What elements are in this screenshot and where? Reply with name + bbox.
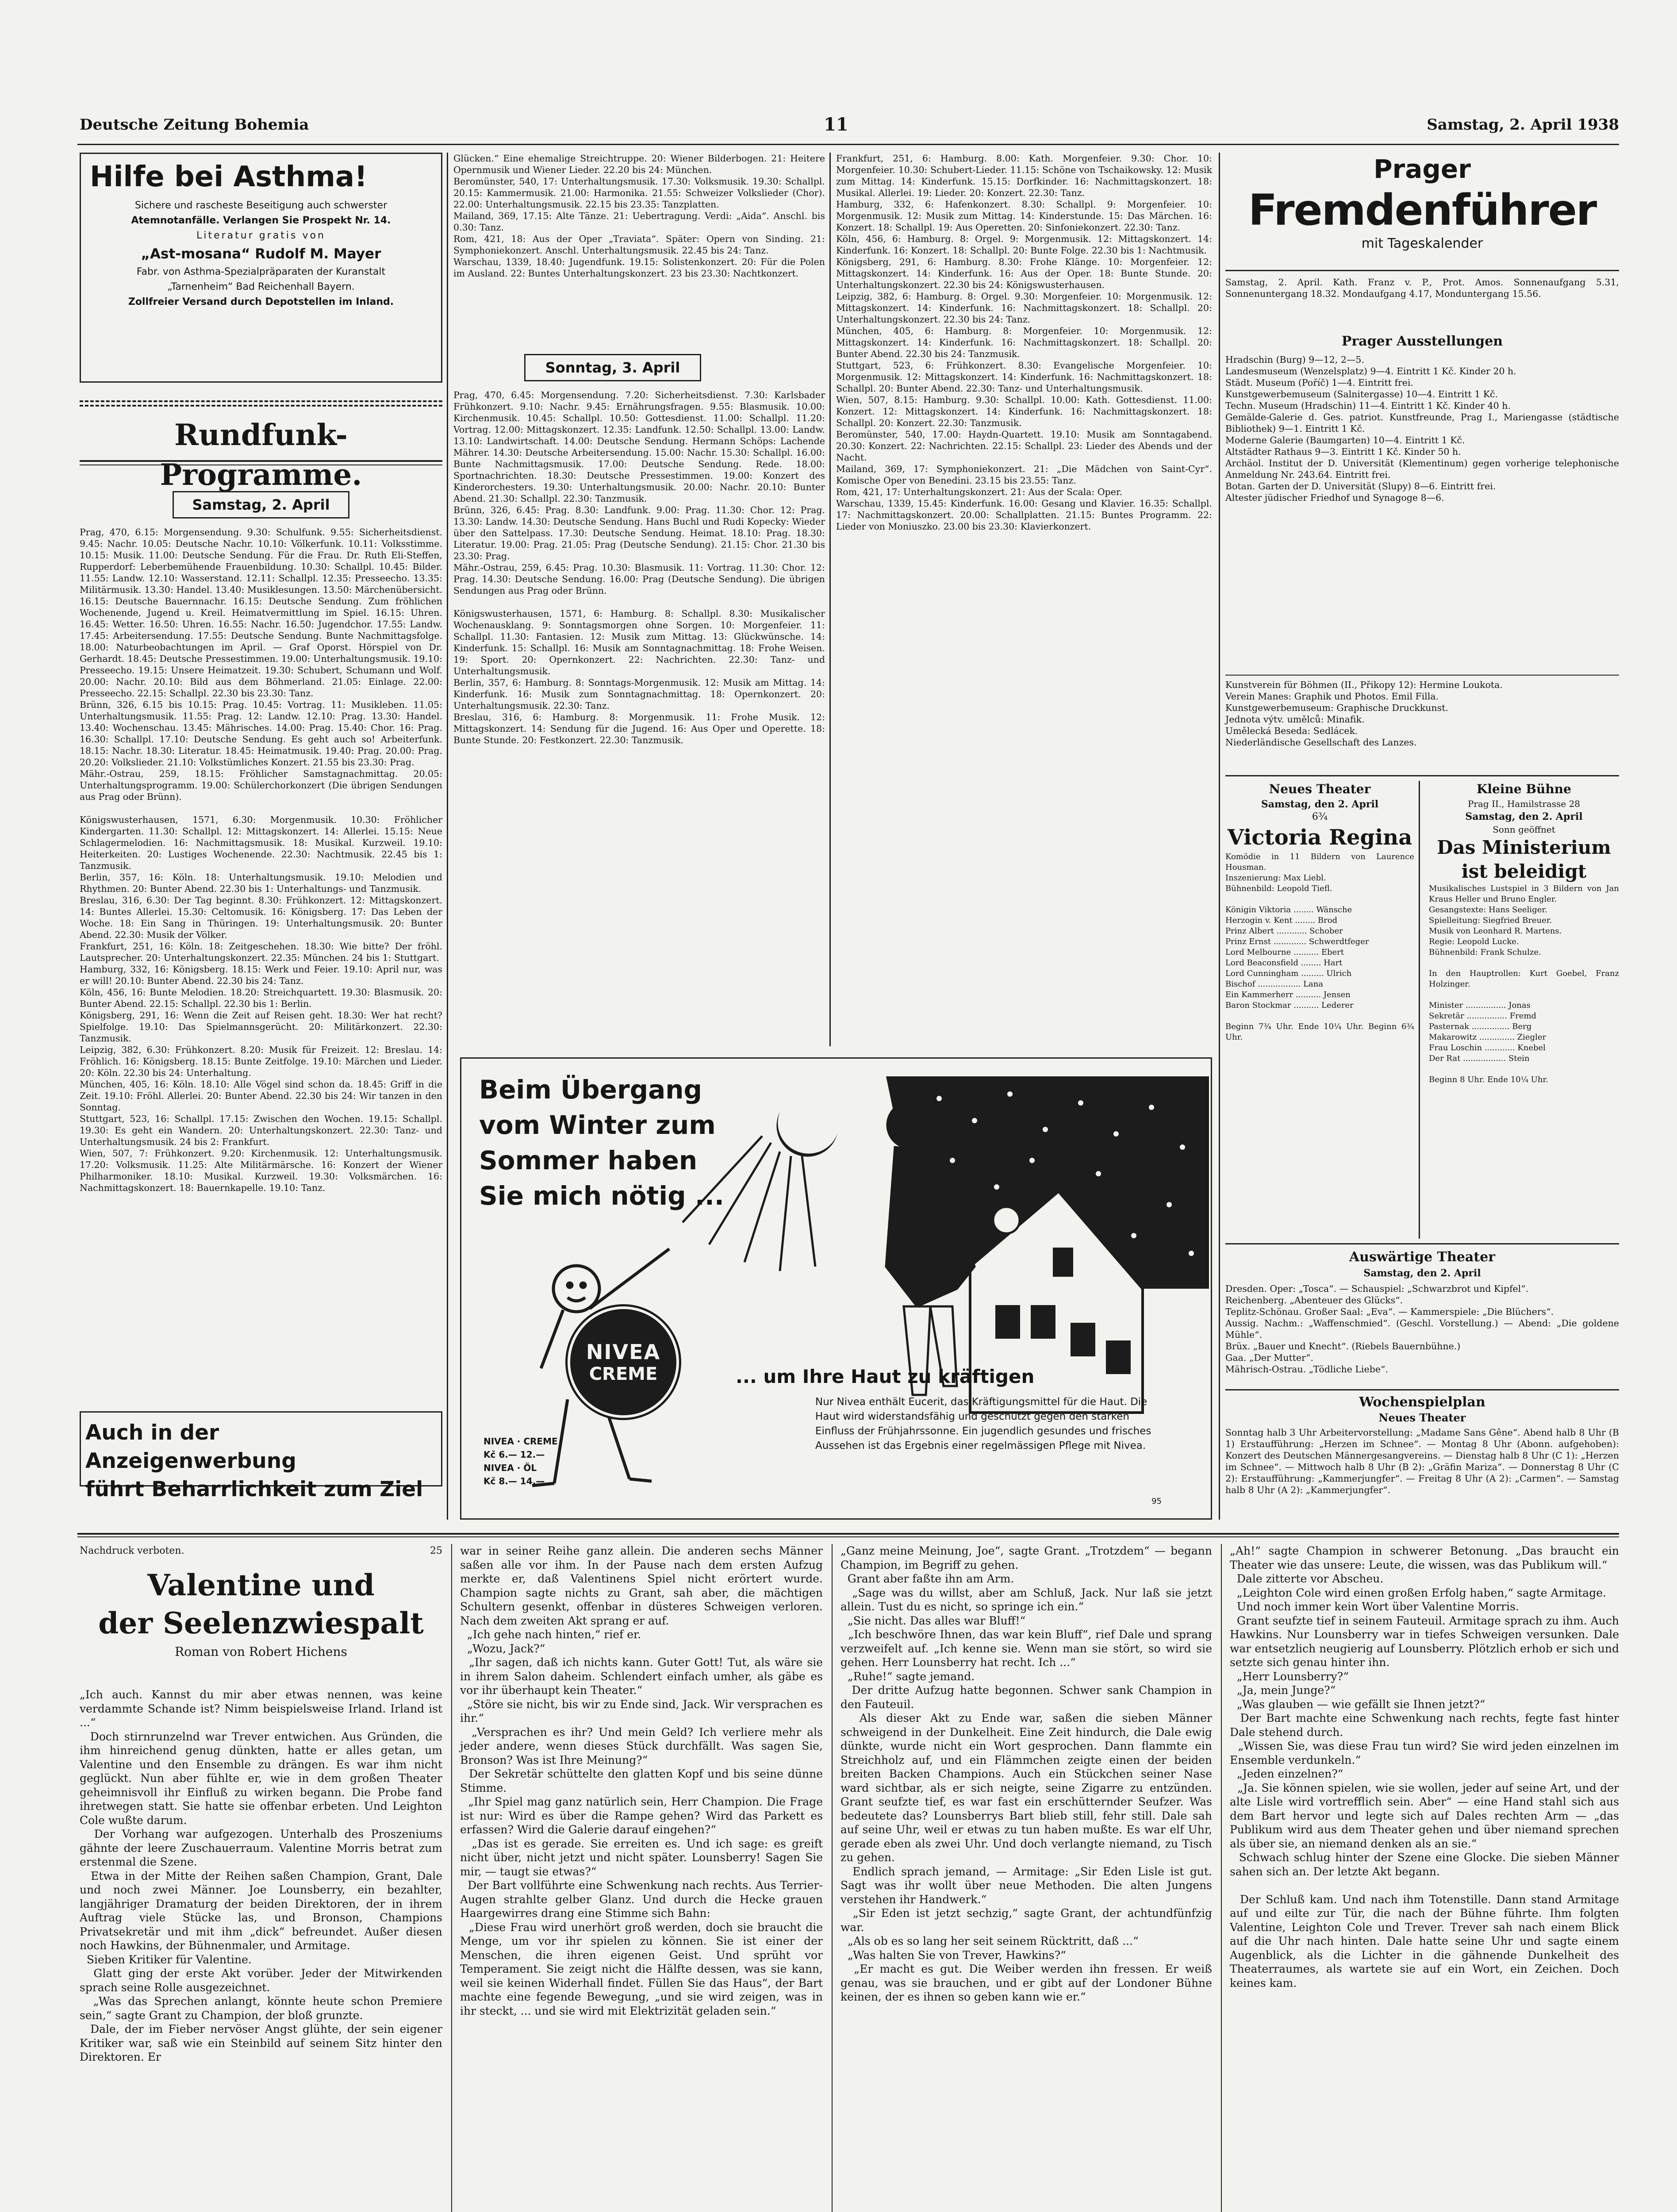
guide-title-1: Prager <box>1374 154 1471 184</box>
neues-theater-box <box>1225 781 1420 1239</box>
theater2-cast: Musikalisches Lustspiel in 3 Bildern von Jan Kraus Heller und Bruno Engler. Gesangstexte: Hans Seeliger. Spielleitung: Siegfried Breuer. Musik von Leonhard R. Martens. Regie: Leopold Lucke. Bühnenbild: Frank Schulze. In den Hauptrollen: Kurt Goebel, Franz Holzinger. Minister ................ Jonas Sekretär ................ Fremd Pasternak ............... Berg Makarowitz .............. Ziegler Frau Loschin ............ Knebel Der Rat ................. Stein Beginn 8 Uhr. Ende 10¼ Uhr. <box>1429 884 1619 1084</box>
reprint-notice: Nachdruck verboten. <box>80 1545 184 1556</box>
guide-external-date: Samstag, den 2. April <box>1363 1267 1481 1279</box>
novel-part-number: 25 <box>430 1545 442 1556</box>
nivea-body: Nur Nivea enthält Eucerit, das Kräftigungsmittel für die Haut. Die Haut wird widerstandsfähig und geschützt gegen den starken Einfluss der Frühjahrssonne. Ein jugendlich gesundes und frisches Aussehen ist das Ergebnis einer regelmässigen Pflege mit Nivea. <box>815 1396 1151 1452</box>
asthma-ad-brand: „Ast-mosana“ Rudolf M. Mayer <box>141 246 381 262</box>
novel-title-1: Valentine und <box>147 1568 375 1602</box>
guide-subtitle: mit Tageskalender <box>1361 236 1483 251</box>
nivea-tin-brand: NIVEA <box>586 1340 661 1364</box>
nivea-price-2: NIVEA · ÖL <box>484 1463 537 1473</box>
novel-column-2: war in seiner Reihe ganz allein. Die anderen sechs Männer saßen alle vor ihm. In der Pause nach dem ersten Aufzug merkte er, daß Valentinens Spiel nicht erörtert wurde. Champion sagte nichts zu Grant, sah aber, die mächtigen Schultern gesenkt, offenbar in düsteres Schweigen verloren. Nach dem zweiten Akt sprang er auf. „Ich gehe nach hinten,“ rief er. „Wozu, Jack?“ „Ihr sagen, daß ich nichts kann. Guter Gott! Tut, als wäre sie in ihrem Salon daheim. Schlendert einfach umher, als gäbe es vor ihr überhaupt kein Theater.“ „Störe sie nicht, bis wir zu Ende sind, Jack. Wir versprachen es ihr.“ „Versprachen es ihr? Und mein Geld? Ich verliere mehr als jeder andere, wenn dieses Stück durchfällt. Was sagen Sie, Bronson? Was ist Ihre Meinung?“ Der Sekretär schüttelte den glatten Kopf und bis seine dünne Stimme. „Ihr Spiel mag ganz natürlich sein, Herr Champion. Die Frage ist nur: Wird es über die Rampe gehen? Wird das Parkett es erfassen? Wird die Galerie darauf eingehen?“ „Das ist es gerade. Sie erreiten es. Und ich sage: es greift nicht über, nicht jetzt und nicht später. Lounsberry! Sagen Sie mir, — taugt sie etwas?“ Der Bart vollführte eine Schwenkung nach rechts. Aus Terrier-Augen strahlte gelber Glanz. Und durch die Hecke grauen Haargewirres drang eine Stimme sich Bahn: „Diese Frau wird unerhört groß werden, doch sie braucht die Menge, um vor ihr spielen zu können. Sie ist einer der Menschen, die ihren eigenen Geist. Und sprüht vor Temperament. Sie zeigt nicht die Hälfte dessen, was sie kann, weil sie keinen Widerhall findet. Füllen Sie das Haus“, der Bart machte eine fegende Bewegung, „und sie wird zeigen, was in ihr steckt, ... und sie wird mit Elektrizität geladen sein.“ <box>460 1544 823 2017</box>
guide-title-rule <box>1225 270 1619 271</box>
nivea-creme-tin <box>568 1306 679 1418</box>
novel-subtitle: Roman von Robert Hichens <box>175 1644 347 1659</box>
radio-day-saturday: Samstag, 2. April <box>173 491 349 518</box>
nivea-ad <box>460 1057 1212 1520</box>
novel-rule-1 <box>451 1544 452 2212</box>
theater1-cast: Komödie in 11 Bildern von Laurence Housman. Inszenierung: Max Liebl. Bühnenbild: Leopold Tiefl. Königin Viktoria ........ Wänsche Herzogin v. Kent ........ Brod Prinz Albert ............ Schober Prinz Ernst ............. Schwerdtfeger Lord Melbourne .......... Ebert Lord Beaconsfield ........ Hart Lord Cunningham ......... Ulrich Bischof ................. Lana Ein Kammerherr .......... Jensen Baron Stockmar .......... Lederer Beginn 7¾ Uhr. Ende 10¼ Uhr. Beginn 6¾ Uhr. <box>1225 852 1414 1042</box>
theater1-name: Neues Theater <box>1269 782 1371 796</box>
nivea-headline-4: Sie mich nötig ... <box>479 1181 724 1211</box>
nivea-prices <box>484 1435 599 1510</box>
radio-title: Rundfunk-Programme. <box>160 418 362 492</box>
nivea-price-title: NIVEA · CREME <box>484 1436 558 1447</box>
guide-rule-4 <box>1225 1243 1619 1244</box>
guide-rule-3 <box>1225 775 1619 776</box>
header-rule <box>77 144 1619 145</box>
radio-col3-listings: Frankfurt, 251, 6: Hamburg. 8.00: Kath. Morgenfeier. 9.30: Chor. 10: Morgenfeier. 10.30: Schubert-Lieder. 11.15: Schöne von Tschaikowsky. 12: Musik zum Mittag. 14: Kinderfunk. 15.15: Dorfkinder. 16: Nachmittagskonzert. 18: Musikal. Allerlei. 19: Lieder. 20: Konzert. 22.30: Tanz. Hamburg, 332, 6: Hafenkonzert. 8.30: Schallpl. 9: Morgenfeier. 10: Morgenmusik. 12: Musik zum Mittag. 14: Kinderstunde. 15: Das Märchen. 16: Konzert. 18: Schallpl. 19: Aus Operetten. 20: Sinfoniekonzert. 22.30: Tanz. Köln, 456, 6: Hamburg. 8: Orgel. 9: Morgenmusik. 12: Mittagskonzert. 14: Kinderfunk. 16: Konzert. 18: Schallpl. 20: Bunte Folge. 22.30 bis 1: Nachtmusik. Königsberg, 291, 6: Hamburg. 8.30: Frohe Klänge. 10: Morgenfeier. 12: Mittagskonzert. 14: Kinderfunk. 16: Aus der Oper. 18: Bunte Stunde. 20: Unterhaltungskonzert. 22.30 bis 24: Königswusterhausen. Leipzig, 382, 6: Hamburg. 8: Orgel. 9.30: Morgenfeier. 10: Morgenmusik. 12: Mittagskonzert. 14: Kinderfunk. 16: Nachmittagskonzert. 18: Schallpl. 20: Unterhaltungskonzert. 22.30 bis 24: Tanz. München, 405, 6: Hamburg. 8: Morgenfeier. 10: Morgenmusik. 12: Mittagskonzert. 14: Kinderfunk. 16: Nachmittagskonzert. 18: Schallpl. 20: Bunter Abend. 22.30 bis 24: Tanzmusik. Stuttgart, 523, 6: Frühkonzert. 8.30: Evangelische Morgenfeier. 10: Morgenmusik. 12: Mittagskonzert. 14: Kinderfunk. 16: Nachmittagskonzert. 18: Schallpl. 20: Bunter Abend. 22.30: Tanz- und Unterhaltungsmusik. Wien, 507, 8.15: Hamburg. 9.30: Schallpl. 10.00: Kath. Gottesdienst. 11.00: Konzert. 12: Mittagskonzert. 14: Kinderfunk. 16: Nachmittagskonzert. 18: Schallpl. 20: Konzert. 22.30: Tanzmusik. Beromünster, 540, 17.00: Haydn-Quartett. 19.10: Musik am Sonntagabend. 20.30: Konzert. 22: Nachrichten. 22.15: Schallpl. 23: Lieder des Abends und der Nacht. Mailand, 369, 17: Symphoniekonzert. 21: „Die Mädchen von Saint-Cyr“. Komische Oper von Benedini. 23.15 bis 23.55: Tanz. Rom, 421, 17: Unterhaltungskonzert. 21: Aus der Scala: Oper. Warschau, 1339, 15.45: Kinderfunk. 16.00: Gesang und Klavier. 16.35: Schallpl. 17: Nachmittagskonzert. 20.00: Schallplatten. 21.15: Buntes Programm. 22: Lieder von Moniuszko. 23.00 bis 23.30: Klavierkonzert. <box>836 153 1212 532</box>
guide-weekly-schedule: Sonntag halb 3 Uhr Arbeitervorstellung: „Madame Sans Gêne“. Abend halb 8 Uhr (B 1) Erstaufführung: „Herzen im Schnee“. — Montag 8 Uhr (Abonn. aufgehoben): Konzert des Deutschen Männergesangvereins. — Dienstag halb 8 Uhr (C 1): „Herzen im Schnee“. — Mittwoch halb 8 Uhr (B 2): „Gräfin Mariza“. — Donnerstag 8 Uhr (C 2): Erstaufführung: „Kammerjungfer“. — Freitag 8 Uhr (A 2): „Carmen“. — Samstag halb 8 Uhr (A 2): „Kammerjungfer“. <box>1225 1427 1622 1495</box>
anzeigen-banner-line1: Auch in der Anzeigenwerbung <box>85 1421 296 1473</box>
theater1-time: 6¾ <box>1312 811 1328 822</box>
theater2-time: Sonn geöffnet <box>1493 824 1555 835</box>
nivea-tin-product: CREME <box>589 1364 658 1384</box>
theater2-play: Das Ministerium ist beleidigt <box>1437 837 1611 882</box>
theater2-date: Samstag, den 2. April <box>1465 811 1583 822</box>
nivea-slogan: ... um Ihre Haut zu kräftigen <box>736 1366 1035 1387</box>
nivea-price-3: Kč 8.— 14.— <box>484 1476 545 1486</box>
asthma-ad <box>80 153 442 383</box>
guide-weekly-theater: Neues Theater <box>1378 1411 1466 1424</box>
asthma-ad-line5: „Tarnenheim“ Bad Reichenhall Bayern. <box>167 281 355 292</box>
nivea-headline-1: Beim Übergang <box>479 1075 702 1105</box>
guide-art-societies: Kunstverein für Böhmen (II., Přikopy 12): Hermine Loukota. Verein Manes: Graphik und Photos. Emil Filla. Kunstgewerbemuseum: Graphische Druckkunst. Jednota výtv. umělců: Minafik. Umělecká Beseda: Sedlácek. Niederländische Gesellschaft des Lanzes. <box>1225 680 1503 748</box>
novel-title-2: der Seelenzwiespalt <box>98 1606 424 1640</box>
anzeigen-banner <box>80 1411 442 1502</box>
guide-external-theaters: Dresden. Oper: „Tosca“. — Schauspiel: „Schwarzbrot und Kipfel“. Reichenberg. „Abenteuer des Glücks“. Teplitz-Schönau. Großer Saal: „Eva“. — Kammerspiele: „Die Blüchers“. Aussig. Nachm.: „Waffenschmied“. (Geschl. Vorstellung.) — Abend: „Die goldene Mühle“. Brüx. „Bauer und Knecht“. (Riebels Bauernbühne.) Gaa. „Der Mutter“. Mährisch-Ostrau. „Tödliche Liebe“. <box>1225 1283 1619 1375</box>
radio-top-border <box>80 400 442 407</box>
sun-icon <box>683 1112 837 1271</box>
section-divider <box>77 1533 1619 1537</box>
column-rule-1 <box>447 153 448 1520</box>
novel-column-3: „Ganz meine Meinung, Joe“, sagte Grant. „Trotzdem“ — begann Champion, im Begriff zu gehen. Grant aber faßte ihn am Arm. „Sage was du willst, aber am Schluß, Jack. Nur laß sie jetzt allein. Tust du es nicht, so springe ich ein.“ „Sie nicht. Das alles war Bluff!“ „Ich beschwöre Ihnen, das war kein Bluff“, rief Dale und sprang verzweifelt auf. „Ich kenne sie. Wenn man sie stört, so wird sie gehen. Herr Lounsberry hat recht. Ich ...“ „Ruhe!“ sagte jemand. Der dritte Aufzug hatte begonnen. Schwer sank Champion in den Fauteuil. Als dieser Akt zu Ende war, saßen die sieben Männer schweigend in der Dunkelheit. Eine Zeit hindurch, die Dale ewig dünkte, wurde nicht ein Wort gesprochen. Dann flammte ein Streichholz auf, und ein Flämmchen zeigte einen der beiden breiten Backen Champions. Auch ein Stückchen seiner Nase ward sichtbar, als er sich neigte, seine Zigarre zu entzünden. Grant seufzte tief, es war fast ein erschütternder Seufzer. Was bedeutete das? Lounsberrys Bart blieb still, fehr still. Dale sah auf seine Uhr, weil er etwas zu tun haben mußte. Es war elf Uhr, gerade eben als zwei Uhr. Und doch verlangte niemand, zu Tisch zu gehen. Endlich sprach jemand, — Armitage: „Sir Eden Lisle ist gut. Sagt was ihr wollt über neue Methoden. Die alten Jungens verstehen ihr Handwerk.“ „Sir Eden ist jetzt sechzig,“ sagte Grant, der achtundfünfzig war. „Als ob es so lang her seit seinem Rücktritt, daß ...“ „Was halten Sie von Trever, Hawkins?“ „Er macht es gut. Die Weiber werden ihn fressen. Er weiß genau, was sie brauchen, und er gibt auf der Londoner Bühne keinen, der es ihnen so geben kann wie er.“ <box>840 1544 1213 2003</box>
nivea-headline-2: vom Winter zum <box>479 1110 716 1140</box>
masthead: Deutsche Zeitung Bohemia <box>80 116 309 134</box>
novel-rule-3 <box>1221 1544 1222 2212</box>
theater1-play: Victoria Regina <box>1227 825 1412 850</box>
asthma-ad-line3: Literatur gratis von <box>196 230 326 241</box>
guide-rule-2 <box>1225 675 1619 676</box>
guide-section-weekly: Wochenspielplan <box>1359 1394 1485 1410</box>
asthma-ad-line2: Atemnotanfälle. Verlangen Sie Prospekt Nr. 14. <box>131 215 391 226</box>
novel-title <box>80 1566 442 1681</box>
radio-col2-top: Glücken.“ Eine ehemalige Streichtruppe. 20: Wiener Bilderbogen. 21: Heitere Opernmusik und Wiener Lieder. 22.20 bis 24: München. Beromünster, 540, 17: Unterhaltungsmusik. 17.30: Volksmusik. 19.30: Schallpl. 20.15: Kammermusik. 21.00: Harmonika. 21.55: Schweizer Volkslieder (Chor). 22.00: Unterhaltungsmusik. 22.15 bis 23.35: Tanzplatten. Mailand, 369, 17.15: Alte Tänze. 21: Uebertragung. Verdi: „Aida“. Anschl. bis 0.30: Tanz. Rom, 421, 18: Aus der Oper „Traviata“. Später: Opern von Sinding. 21: Symphoniekonzert. Anschl. Unterhaltungsmusik. 22.45 bis 24: Tanz. Warschau, 1339, 18.40: Jugendfunk. 19.15: Solistenkonzert. 20: Für die Polen im Ausland. 22: Buntes Unterhaltungskonzert. 23 bis 23.30: Nachtkonzert. <box>453 153 825 279</box>
asthma-ad-line6: Zollfreier Versand durch Depotstellen im Inland. <box>128 296 394 307</box>
asthma-ad-line1: Sichere und rascheste Beseitigung auch schwerster <box>134 200 388 211</box>
radio-saturday-listings: Prag, 470, 6.15: Morgensendung. 9.30: Schulfunk. 9.55: Sicherheitsdienst. 9.45: Nachr. 10.05: Deutsche Nachr. 10.10: Völkerfunk. 10.11: Volksstimme. 10.15: Musik. 11.00: Deutsche Sendung. Für die Frau. Dr. Ruth Eli-Steffen, Rupperdorf: Leberbemühende Frauenbildung. 10.30: Schallpl. 10.45: Bilder. 11.55: Landw. 12.10: Wasserstand. 12.11: Schallpl. 12.35: Presseecho. 13.35: Militärmusik. 13.30: Handel. 13.40: Musiklesungen. 13.50: Märchenübersicht. 16.15: Deutsche Bauernnachr. 16.15: Deutsche Sendung. Zum fröhlichen Wochenende, Jugend u. Kreil. Heimatvermittlung im Spiel. 16.15: Uhren. 16.45: Wetter. 16.50: Uhren. 16.55: Nachr. 16.50: Jugendchor. 17.55: Landw. 17.45: Arbeitersendung. 17.55: Deutsche Sendung. Bunte Nachmittagsfolge. 18.00: Naturbeobachtungen im April. — Graf Oporst. Hörspiel von Dr. Gerhardt. 18.45: Deutsche Pressestimmen. 19.00: Unterhaltungsmusik. 19.10: Presseecho. 19.15: Unsere Heimatzeit. 19.30: Schubert, Schumann und Wolf. 20.00: Nachr. 20.10: Bild aus dem Böhmerland. 21.05: Einlage. 22.00: Presseecho. 22.15: Schallpl. 22.30 bis 23.30: Tanz. Brünn, 326, 6.15 bis 10.15: Prag. 10.45: Vortrag. 11: Musikleben. 11.05: Unterhaltungsmusik. 11.55: Prag. 12: Landw. 12.10: Prag. 13.30: Handel. 13.40: Wochenschau. 13.45: Mährisches. 14.00: Prag. 15.40: Chor. 16: Prag. 16.30: Schallpl. 17.10: Deutsche Sendung. Es geht auch so! Arbeiterfunk. 18.15: Nachr. 18.30: Literatur. 18.45: Heimatmusik. 19.40: Prag. 20.00: Prag. 20.20: Volkslieder. 21.10: Volkstümliches Konzert. 21.55 bis 23.30: Prag. Mähr.-Ostrau, 259, 18.15: Fröhlicher Samstagnachmittag. 20.05: Unterhaltungsprogramm. 19.00: Schülerchorkonzert (Die übrigen Sendungen aus Prag oder Brünn). Königswusterhausen, 1571, 6.30: Morgenmusik. 10.30: Fröhlicher Kindergarten. 11.30: Schallpl. 12: Mittagskonzert. 14: Allerlei. 15.15: Neue Schlagermelodien. 16: Nachmittagsmusik. 18: Musikal. Kurzweil. 19.10: Heiterkeiten. 20: Lustiges Wochenende. 22.30: Nachtmusik. 22.45 bis 1: Tanzmusik. Berlin, 357, 16: Köln. 18: Unterhaltungsmusik. 19.10: Melodien und Rhythmen. 20: Bunter Abend. 22.30 bis 1: Unterhaltungs- und Tanzmusik. Breslau, 316, 6.30: Der Tag beginnt. 8.30: Frühkonzert. 12: Mittagskonzert. 14: Buntes Allerlei. 15.30: Celtomusik. 16: Königsberg. 17: Das Leben der Woche. 18: Ein Sang in Thüringen. 19: Unterhaltungsmusik. 20: Bunter Abend. 22.30: Musik der Völker. Frankfurt, 251, 16: Köln. 18: Zeitgeschehen. 18.30: Wie bitte? Der fröhl. Lautsprecher. 20: Unterhaltungskonzert. 22.35: München. 24 bis 1: Stuttgart. Hamburg, 332, 16: Königsberg. 18.15: Werk und Feier. 19.10: April nur, was er will! 20.10: Bunter Abend. 22.30 bis 24: Tanz. Köln, 456, 16: Bunte Melodien. 18.20: Streichquartett. 19.30: Blasmusik. 20: Bunter Abend. 22.15: Schallpl. 22.30 bis 1: Berlin. Königsberg, 291, 16: Wenn die Zeit auf Reisen geht. 18.30: Wer hat recht? Spielfolge. 19.10: Das Spielmannsgerücht. 20: Militärkonzert. 22.30: Tanzmusik. Leipzig, 382, 6.30: Frühkonzert. 8.20: Musik für Freizeit. 12: Breslau. 14: Fröhlich. 16: Königsberg. 18.15: Bunte Zeitfolge. 19.10: Märchen und Lieder. 20: Köln. 22.30 bis 24: Unterhaltung. München, 405, 16: Köln. 18.10: Alle Vögel sind schon da. 18.45: Griff in die Zeit. 19.10: Fröhl. Allerlei. 20: Bunter Abend. 22.30 bis 24: Wir tanzen in den Sonntag. Stuttgart, 523, 16: Schallpl. 17.15: Zwischen den Wochen. 19.15: Schallpl. 19.30: Es geht ein Wandern. 20: Unterhaltungskonzert. 22.30: Tanz- und Unterhaltungsmusik. 24 bis 2: Frankfurt. Wien, 507, 7: Frühkonzert. 9.20: Kirchenmusik. 12: Unterhaltungsmusik. 17.20: Volksmusik. 11.25: Alte Militärmärsche. 16: Konzert der Wiener Philharmoniker. 18.10: Musikal. Kurzweil. 19.30: Volksmärchen. 16: Nachmittagskonzert. 18: Bauernkapelle. 19.10: Tanz. <box>80 527 442 1193</box>
radio-day-sunday: Sonntag, 3. April <box>524 354 701 381</box>
asthma-ad-title: Hilfe bei Asthma! <box>90 161 368 193</box>
column-rule-3 <box>1219 153 1220 1520</box>
nivea-headline-3: Sommer haben <box>479 1145 698 1175</box>
guide-title-block <box>1225 153 1619 268</box>
guide-title-2: Fremdenführer <box>1248 185 1596 235</box>
anzeigen-banner-line2: führt Beharrlichkeit zum Ziel <box>85 1477 423 1502</box>
theater2-address: Prag II., Hamilstrasse 28 <box>1467 799 1581 809</box>
theater1-date: Samstag, den 2. April <box>1261 799 1379 810</box>
guide-rule-5 <box>1225 1389 1619 1390</box>
novel-column-1: „Ich auch. Kannst du mir aber etwas nennen, was keine verdammte Schande ist? Nimm beispielsweise Irland. Irland ist ...“ Doch stirnrunzelnd war Trever entwichen. Aus Gründen, die ihm hinreichend genug dünkten, hatte er alles getan, um Valentine und den Ensemble zu drängen. Es war ihm nicht geglückt. Nun aber fühlte er, wie in dem großen Theater geheimnisvoll ihr Einfluß zu wirken begann. Die Probe fand ihretwegen statt. Sie hatte sie offenbar erbeten. Und Leighton Cole wußte darum. Der Vorhang war aufgezogen. Unterhalb des Proszeniums gähnte der leere Zuschauerraum. Valentine Morris betrat zum erstenmal die Szene. Etwa in der Mitte der Reihen saßen Champion, Grant, Dale und noch zwei Männer. Joe Lounsberry, ein bezahlter, langjähriger Dramaturg der beiden Direktoren, der in ihrem Auftrag viele Stücke las, und Bronson, Champions Privatsekretär und mit ihm „dick“ befreundet. Außer diesen noch Hawkins, der Bühnenmaler, und Armitage. Sieben Kritiker für Valentine. Glatt ging der erste Akt vorüber. Jeder der Mitwirkenden sprach seine Rolle ausgezeichnet. „Was das Sprechen anlangt, könnte heute schon Premiere sein,“ sagte Grant zu Champion, der bloß grunzte. Dale, der im Fieber nervöser Angst glühte, der sein eigener Kritiker war, saß wie ein Steinbild auf seinem Sitz hinter den Direktoren. Er <box>80 1688 442 2063</box>
guide-section-external: Auswärtige Theater <box>1349 1249 1496 1265</box>
radio-sunday-listings: Prag, 470, 6.45: Morgensendung. 7.20: Sicherheitsdienst. 7.30: Karlsbader Frühkonzert. 9.10: Nachr. 9.45: Ernährungsfragen. 9.55: Blasmusik. 10.00: Kirchenmusik. 10.45: Schallpl. 10.50: Gottesdienst. 11.00: Schallpl. 11.20: Vortrag. 12.00: Mittagskonzert. 12.35: Landfunk. 12.50: Schallpl. 13.00: Landw. 13.10: Landwirtschaft. 14.00: Deutsche Sendung. Hermann Schöps: Lachende Mährer. 14.30: Deutsche Arbeitersendung. 15.00: Nachr. 15.30: Schallpl. 16.00: Bunte Nachmittagsmusik. 17.00: Deutsche Sendung. Rede. 18.00: Sportnachrichten. 18.30: Deutsche Pressestimmen. 19.00: Konzert des Kinderorchesters. 19.30: Unterhaltungsmusik. 20.00: Nachr. 20.10: Bunter Abend. 21.30: Schallpl. 22.30: Tanzmusik. Brünn, 326, 6.45: Prag. 8.30: Landfunk. 9.00: Prag. 11.30: Chor. 12: Prag. 13.30: Landw. 14.30: Deutsche Sendung. Hans Buchl und Rudi Kopecky: Wieder über den Sattelpass. 17.30: Deutsche Sendung. Heimat. 18.10: Prag. 18.30: Literatur. 19.00: Prag. 21.05: Prag (Deutsche Sendung). 21.15: Chor. 21.30 bis 23.30: Prag. Mähr.-Ostrau, 259, 6.45: Prag. 10.30: Blasmusik. 11: Vortrag. 11.30: Chor. 12: Prag. 14.30: Deutsche Sendung. 16.00: Prag (Deutsche Sendung). Die übrigen Sendungen aus Prag oder Brünn. Königswusterhausen, 1571, 6: Hamburg. 8: Schallpl. 8.30: Musikalischer Wochenausklang. 9: Sonntagsmorgen ohne Sorgen. 10: Morgenfeier. 11: Schallpl. 11.30: Fantasien. 12: Musik zum Mittag. 13: Glückwünsche. 14: Kinderfunk. 15: Schallpl. 16: Musik am Sonntagnachmittag. 18: Frohe Weisen. 19: Sport. 20: Opernkonzert. 22: Nachrichten. 22.30: Tanz- und Unterhaltungsmusik. Berlin, 357, 6: Hamburg. 8: Sonntags-Morgenmusik. 12: Musik am Mittag. 14: Kinderfunk. 16: Musik zum Sonntagnachmittag. 18: Opernkonzert. 20: Unterhaltungsmusik. 22.30: Tanz. Breslau, 316, 6: Hamburg. 8: Morgenmusik. 11: Frohe Musik. 12: Mittagskonzert. 14: Sendung für die Jugend. 16: Aus Oper und Operette. 18: Bunte Stunde. 20: Festkonzert. 22.30: Tanzmusik. <box>453 390 825 745</box>
radio-title-rule <box>80 460 442 465</box>
novel-rule-2 <box>832 1544 833 2212</box>
issue-date: Samstag, 2. April 1938 <box>1427 116 1619 134</box>
column-rule-2 <box>829 153 831 1046</box>
theater2-name: Kleine Bühne <box>1477 782 1571 796</box>
asthma-ad-line4: Fabr. von Asthma-Spezialpräparaten der Kuranstalt <box>136 266 386 277</box>
nivea-price-1: Kč 6.— 12.— <box>484 1449 545 1460</box>
guide-calendar: Samstag, 2. April. Kath. Franz v. P., Prot. Amos. Sonnenaufgang 5.31, Sonnenuntergang 18.32. Mondaufgang 4.17, Monduntergang 15.56. <box>1225 277 1622 299</box>
page-number: 11 <box>824 114 848 135</box>
guide-exhibitions: Hradschin (Burg) 9—12, 2—5. Landesmuseum (Wenzelsplatz) 9—4. Eintritt 1 Kč. Kinder 20 h. Städt. Museum (Poříč) 1—4. Eintritt frei. Kunstgewerbemuseum (Salnitergasse) 10—4. Eintritt 1 Kč. Techn. Museum (Hradschin) 11—4. Eintritt 1 Kč. Kinder 40 h. Gemälde-Galerie d. Ges. patriot. Kunstfreunde, Prag I., Mariengasse (städtische Bibliothek) 9—1. Eintritt 1 Kč. Moderne Galerie (Baumgarten) 10—4. Eintritt 1 Kč. Altstädter Rathaus 9—3. Eintritt 1 Kč. Kinder 50 h. Archäol. Institut der D. Universität (Klementinum) gegen vorherige telephonische Anmeldung Nr. 243.64. Eintritt frei. Botan. Garten der D. Universität (Slupy) 8—6. Eintritt frei. Altester jüdischer Friedhof und Synagoge 8—6. <box>1225 354 1619 503</box>
novel-column-4: „Ah!“ sagte Champion in schwerer Betonung. „Das braucht ein Theater wie das unsere: Leute, die wissen, was das Publikum will.“ Dale zitterte vor Abscheu. „Leighton Cole wird einen großen Erfolg haben,“ sagte Armitage. Und noch immer kein Wort über Valentine Morris. Grant seufzte tief in seinem Fauteuil. Armitage sprach zu ihm. Auch Hawkins. Nur Lounsberry war in tiefes Schweigen versunken. Dale war entsetzlich neugierig auf Lounsberry. Plötzlich erhob er sich und setzte sich genau hinter ihn. „Herr Lounsberry?“ „Ja, mein Junge?“ „Was glauben — wie gefällt sie Ihnen jetzt?“ Der Bart machte eine Schwenkung nach rechts, fegte fast hinter Dale stehend durch. „Wissen Sie, was diese Frau tun wird? Sie wird jeden einzelnen im Ensemble verdunkeln.“ „Jeden einzelnen?“ „Ja. Sie können spielen, wie sie wollen, jeder auf seine Art, und der alte Lisle wird vortrefflich sein. Aber“ — eine Hand stahl sich aus dem Bart hervor und legte sich auf Dales rechten Arm — „das Publikum wird aus dem Theater gehen und über niemand sprechen als über sie, an niemand denken als an sie.“ Schwach schlug hinter der Szene eine Glocke. Die sieben Männer sahen sich an. Der letzte Akt begann. Der Schluß kam. Und nach ihm Totenstille. Dann stand Armitage auf und eilte zur Tür, die nach der Bühne führte. Ihm folgten Valentine, Leighton Cole und Trever. Trever sah nach einem Blick auf die Uhr nach hinten. Dale hatte seine Uhr und sagte einem Augenblick, als die Lichter in die gähnende Dunkelheit des Theaterraumes, als wartete sie auf ein Wort, ein Zeichen. Doch keines kam. <box>1230 1544 1619 1989</box>
nivea-ad-code: 95 <box>1151 1497 1162 1506</box>
kleine-buehne-box <box>1424 781 1619 1239</box>
guide-section-exhibitions: Prager Ausstellungen <box>1341 334 1503 349</box>
